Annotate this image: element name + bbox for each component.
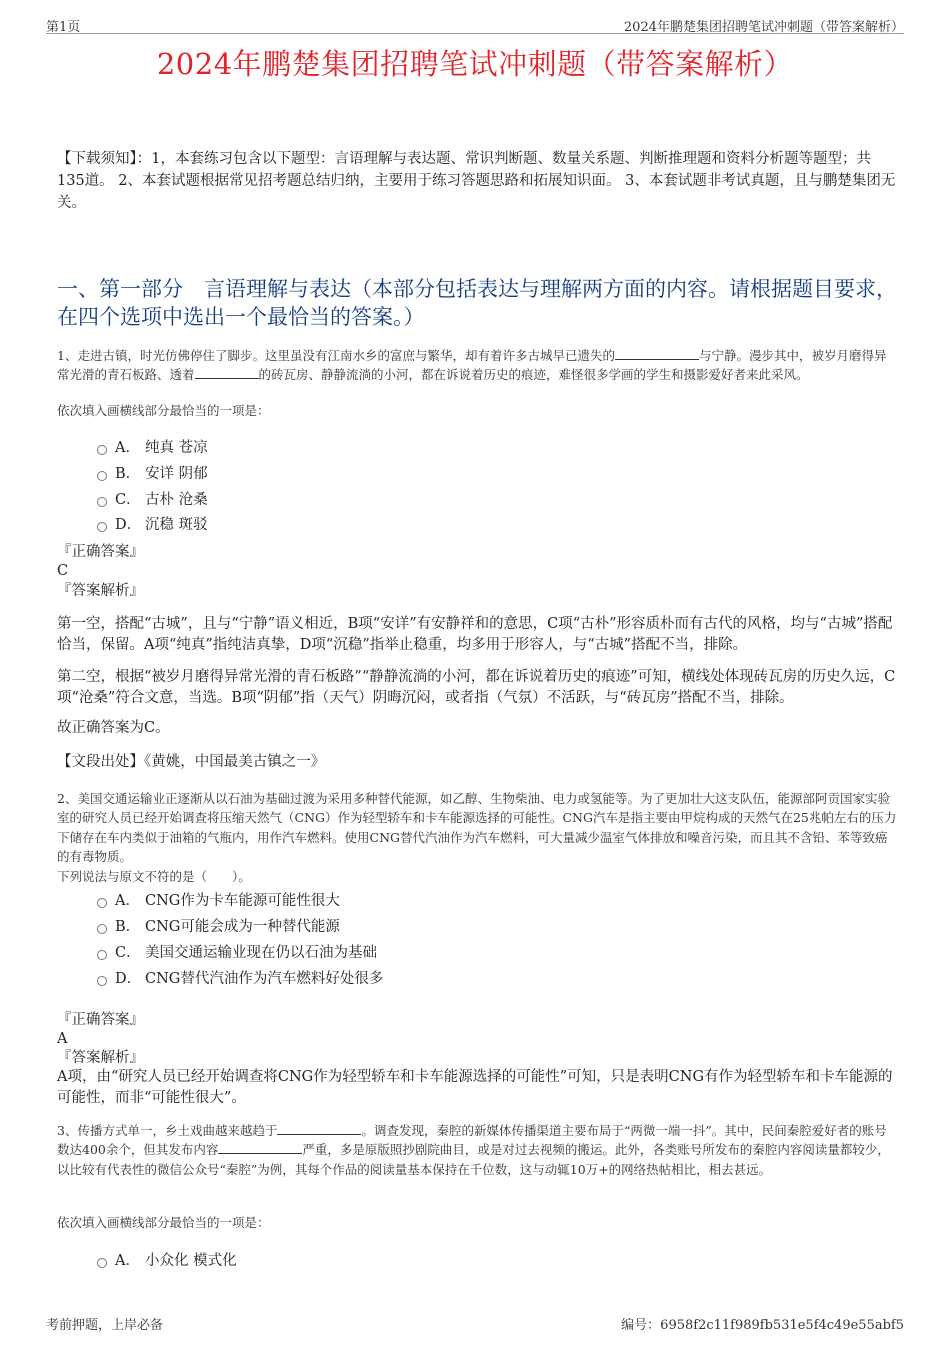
q1-analysis-1: 第一空，搭配“古城”，且与“宁静”语义相近，B项“安详”有安静祥和的意思，C项“古朴”形容质朴而有古代的风格，均与“古城”搭配恰当，保留。A项“纯真”指纯洁真挚，D项“沉稳”指举止稳重，均多用于形容人，与“古城”搭配不当，排除。 [57,616,893,654]
q2-option-d[interactable] [97,967,383,988]
q1-source: 【文段出处】《黄姚，中国最美古镇之一》 [57,754,326,770]
fill-blank [277,1124,361,1135]
q2-option-c[interactable] [97,941,377,962]
q1-option-c[interactable] [97,488,208,509]
option-text: CNG作为卡车能源可能性很大 [145,893,340,909]
q2-option-a[interactable] [97,889,340,910]
q1-answer: C [57,563,69,579]
header-divider [46,33,904,34]
q3-text-part: 严重，多是原版照抄剧院曲目，或是对过去视频的搬运。此外，各类账号所发布的秦腔内容阅读量都较少，以比较有代表性的微信公众号“秦腔”为例，其每个作品的阅读量基本保持在千位数，这与动辄10万+的网络热帖相比，相去甚远。 [57,1142,890,1177]
fill-blank [195,368,259,379]
section-heading: 一、第一部分 言语理解与表达（本部分包括表达与理解两方面的内容。请根据题目要求，在四个选项中选出一个最恰当的答案。） [57,277,897,330]
radio-icon[interactable] [97,445,107,455]
radio-icon[interactable] [97,471,107,481]
q1-option-a[interactable] [97,436,208,457]
option-letter: D． [115,517,142,533]
q2-prompt: 下列说法与原文不符的是（ ）。 [57,869,251,884]
q1-analysis-2: 第二空，根据“被岁月磨得异常光滑的青石板路”“静静流淌的小河，都在诉说着历史的痕迹”可知，横线处体现砖瓦房的历史久远，C项“沧桑”符合文意，当选。B项“阴郁”指（天气）阴晦沉闷，或者指（气氛）不活跃，与“砖瓦房”搭配不当，排除。 [57,669,896,707]
footer-slogan: 考前押题，上岸必备 [46,1318,164,1333]
q3-option-a[interactable] [97,1249,237,1270]
fill-blank [218,1143,302,1154]
fill-blank [615,349,699,360]
radio-icon[interactable] [97,950,107,960]
option-letter: D． [115,971,142,987]
option-text: 小众化 模式化 [145,1253,237,1269]
header-doc-title: 2024年鹏楚集团招聘笔试冲刺题（带答案解析） [623,20,904,35]
page-title: 2024年鹏楚集团招聘笔试冲刺题（带答案解析） [156,47,794,81]
radio-icon[interactable] [97,1258,107,1268]
option-letter: C． [115,492,141,508]
radio-icon[interactable] [97,497,107,507]
option-letter: B． [115,919,141,935]
q1-text-part: 的砖瓦房、静静流淌的小河，都在诉说着历史的痕迹，难怪很多学画的学生和摄影爱好者来此采风。 [258,367,809,383]
option-letter: A． [115,440,140,456]
option-text: 纯真 苍凉 [145,440,208,456]
question-3-text [57,1121,897,1179]
option-text: 安详 阴郁 [145,466,208,482]
q1-option-b[interactable] [97,462,208,483]
radio-icon[interactable] [97,898,107,908]
option-text: 美国交通运输业现在仍以石油为基础 [145,945,377,961]
option-letter: A． [115,893,140,909]
page-number: 第1页 [46,20,81,35]
radio-icon[interactable] [97,522,107,532]
q3-prompt: 依次填入画横线部分最恰当的一项是： [57,1215,270,1230]
q1-conclusion: 故正确答案为C。 [57,720,170,736]
q1-text-part: 1、走进古镇，时光仿佛停住了脚步。这里虽没有江南水乡的富庶与繁华，却有着许多古城早已遗失的 [57,348,615,363]
q1-answer-label: 『正确答案』 [57,544,144,560]
option-text: 古朴 沧桑 [145,492,208,508]
radio-icon[interactable] [97,924,107,934]
q1-text-part: 与宁静。漫步其中，被岁月磨得异常光滑的青石板路、透着 [57,348,887,383]
q1-analysis-label: 『答案解析』 [57,583,144,599]
download-notice: 【下载须知】：1，本套练习包含以下题型：言语理解与表达题、常识判断题、数量关系题、判断推理题和资料分析题等题型；共135道。 2、本套试题根据常见招考题总结归纳，主要用于练习答题思路和拓展知识面。 3、本套试题非考试真题，且与鹏楚集团无关。 [57,151,896,211]
q1-prompt: 依次填入画横线部分最恰当的一项是： [57,403,270,418]
q2-answer: A [57,1031,68,1047]
radio-icon[interactable] [97,976,107,986]
option-text: CNG可能会成为一种替代能源 [145,919,340,935]
question-2-text: 2、美国交通运输业正逐渐从以石油为基础过渡为采用多种替代能源，如乙醇、生物柴油、电力或氢能等。为了更加壮大这支队伍，能源部阿贡国家实验室的研究人员已经开始调查将压缩天然气（CNG）作为轻型轿车和卡车能源选择的可能性。CNG汽车是指主要由甲烷构成的天然气在25兆帕左右的压力下储存在车内类似于油箱的气瓶内，用作汽车燃料。使用CNG替代汽油作为汽车燃料，可大量减少温室气体排放和噪音污染，而且其不含铅、苯等致癌的有毒物质。 [57,791,897,865]
q3-text-part: 3、传播方式单一，乡土戏曲越来越趋于 [57,1123,278,1138]
option-text: 沉稳 斑驳 [145,517,208,533]
q1-option-d[interactable] [97,513,208,534]
q2-option-b[interactable] [97,915,340,936]
question-1-text [57,346,897,385]
option-letter: C． [115,945,141,961]
q2-analysis: A项，由“研究人员已经开始调查将CNG作为轻型轿车和卡车能源选择的可能性”可知，只是表明CNG有作为轻型轿车和卡车能源的可能性，而非“可能性很大”。 [57,1069,893,1107]
option-letter: B． [115,466,141,482]
option-letter: A． [115,1253,140,1269]
q2-answer-label: 『正确答案』 [57,1012,144,1028]
footer-doc-id: 编号：6958f2c11f989fb531e5f4c49e55abf5 [621,1318,904,1333]
option-text: CNG替代汽油作为汽车燃料好处很多 [145,971,384,987]
q2-analysis-label: 『答案解析』 [57,1050,144,1066]
q3-text-part: 。调查发现，秦腔的新媒体传播渠道主要布局于“两微一端一抖”。其中，民间秦腔爱好者的账号数达400余个，但其发布内容 [57,1123,887,1158]
